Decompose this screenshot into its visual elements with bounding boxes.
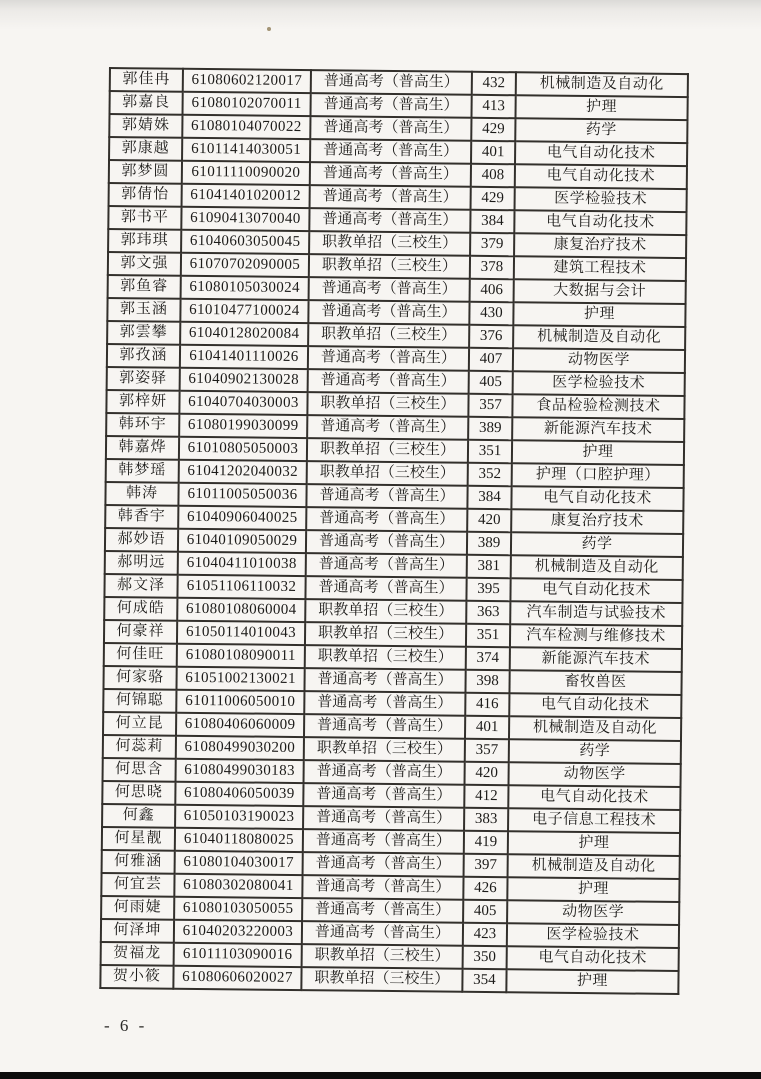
candidate-id-cell: 61040128020084	[180, 322, 308, 346]
student-name-cell: 贺小筱	[100, 965, 173, 989]
score-cell: 354	[462, 969, 506, 992]
exam-type-cell: 普通高考（普高生）	[303, 783, 464, 808]
admission-results-table	[99, 67, 689, 995]
exam-type-cell: 职教单招（三校生）	[309, 231, 470, 256]
candidate-id-cell: 61010477100024	[180, 299, 308, 323]
candidate-id-cell: 61080602120017	[183, 69, 311, 93]
student-name-cell: 韩嘉烨	[106, 436, 179, 460]
student-name-cell: 郝文泽	[104, 574, 177, 598]
student-name-cell: 何宜芸	[101, 873, 174, 897]
exam-type-cell: 普通高考（普高生）	[310, 93, 471, 118]
candidate-id-cell: 61040603050045	[181, 230, 309, 254]
student-name-cell: 郭康越	[109, 137, 182, 161]
admitted-major-cell: 汽车检测与维修技术	[510, 624, 682, 649]
candidate-id-cell: 61040109050029	[178, 529, 306, 553]
student-name-cell: 韩环宇	[106, 413, 179, 437]
student-name-cell: 何思晓	[102, 781, 175, 805]
exam-type-cell: 普通高考（普高生）	[308, 369, 469, 394]
score-cell: 430	[469, 302, 513, 325]
student-name-cell: 何雅涵	[102, 850, 175, 874]
admitted-major-cell: 大数据与会计	[514, 279, 686, 304]
student-name-cell: 郭文强	[108, 252, 181, 276]
student-name-cell: 韩梦瑶	[106, 459, 179, 483]
admitted-major-cell: 机械制造及自动化	[508, 854, 680, 879]
score-cell: 384	[467, 486, 511, 509]
candidate-id-cell: 61041401110026	[180, 345, 308, 369]
candidate-id-cell: 61040704030003	[179, 391, 307, 415]
student-name-cell: 何思含	[103, 758, 176, 782]
admitted-major-cell: 机械制造及自动化	[516, 72, 688, 97]
student-name-cell: 郭倩怡	[109, 183, 182, 207]
admitted-major-cell: 机械制造及自动化	[511, 555, 683, 580]
candidate-id-cell: 61041401020012	[182, 184, 310, 208]
admitted-major-cell: 动物医学	[507, 900, 679, 925]
exam-type-cell: 普通高考（普高生）	[309, 208, 470, 233]
candidate-id-cell: 61040902130028	[180, 368, 308, 392]
admitted-major-cell: 药学	[515, 118, 687, 143]
scan-bottom-edge	[0, 1072, 761, 1079]
admitted-major-cell: 护理（口腔护理）	[512, 463, 684, 488]
student-name-cell: 郝妙语	[105, 528, 178, 552]
score-cell: 408	[471, 164, 515, 187]
student-name-cell: 何豪祥	[104, 620, 177, 644]
candidate-id-cell: 61080406050039	[175, 782, 303, 806]
candidate-id-cell: 61011414030051	[182, 138, 310, 162]
exam-type-cell: 普通高考（普高生）	[309, 277, 470, 302]
exam-type-cell: 普通高考（普高生）	[303, 806, 464, 831]
exam-type-cell: 普通高考（普高生）	[304, 714, 465, 739]
student-name-cell: 郭梓妍	[106, 390, 179, 414]
candidate-id-cell: 61080103050055	[174, 897, 302, 921]
exam-type-cell: 普通高考（普高生）	[305, 576, 466, 601]
candidate-id-cell: 61011006050010	[176, 690, 304, 714]
admitted-major-cell: 新能源汽车技术	[510, 647, 682, 672]
candidate-id-cell: 61040203220003	[174, 920, 302, 944]
candidate-id-cell: 61080199030099	[179, 414, 307, 438]
admitted-major-cell: 动物医学	[509, 762, 681, 787]
admitted-major-cell: 新能源汽车技术	[512, 417, 684, 442]
exam-type-cell: 普通高考（普高生）	[306, 507, 467, 532]
candidate-id-cell: 61010805050003	[179, 437, 307, 461]
exam-type-cell: 普通高考（普高生）	[302, 921, 463, 946]
score-cell: 389	[467, 532, 511, 555]
score-cell: 398	[465, 670, 509, 693]
exam-type-cell: 普通高考（普高生）	[303, 852, 464, 877]
admitted-major-cell: 护理	[512, 440, 684, 465]
score-cell: 376	[469, 325, 513, 348]
exam-type-cell: 普通高考（普高生）	[310, 116, 471, 141]
admitted-major-cell: 药学	[509, 739, 681, 764]
candidate-id-cell: 61080406060009	[176, 713, 304, 737]
candidate-id-cell: 61011110090020	[182, 161, 310, 185]
exam-type-cell: 职教单招（三校生）	[309, 254, 470, 279]
candidate-id-cell: 61080104030017	[175, 851, 303, 875]
student-name-cell: 何家骆	[103, 666, 176, 690]
exam-type-cell: 职教单招（三校生）	[304, 737, 465, 762]
exam-type-cell: 普通高考（普高生）	[303, 829, 464, 854]
score-cell: 363	[466, 601, 510, 624]
student-name-cell: 郭姿驿	[107, 367, 180, 391]
exam-type-cell: 普通高考（普高生）	[302, 898, 463, 923]
admitted-major-cell: 护理	[508, 831, 680, 856]
candidate-id-cell: 61080104070022	[182, 115, 310, 139]
score-cell: 351	[468, 440, 512, 463]
student-name-cell: 郭嘉良	[110, 91, 183, 115]
admitted-major-cell: 动物医学	[513, 348, 685, 373]
score-cell: 397	[464, 854, 508, 877]
score-cell: 420	[467, 509, 511, 532]
score-cell: 381	[467, 555, 511, 578]
admitted-major-cell: 畜牧兽医	[509, 670, 681, 695]
exam-type-cell: 普通高考（普高生）	[304, 691, 465, 716]
candidate-id-cell: 61011005050036	[178, 483, 306, 507]
student-name-cell: 郝明远	[105, 551, 178, 575]
student-name-cell: 韩涛	[105, 482, 178, 506]
exam-type-cell: 普通高考（普高生）	[310, 139, 471, 164]
candidate-id-cell: 61040411010038	[178, 552, 306, 576]
admitted-major-cell: 护理	[515, 95, 687, 120]
exam-type-cell: 普通高考（普高生）	[306, 553, 467, 578]
candidate-id-cell: 61080499030183	[176, 759, 304, 783]
admitted-major-cell: 电气自动化技术	[515, 141, 687, 166]
score-cell: 383	[464, 808, 508, 831]
score-cell: 401	[471, 141, 515, 164]
admitted-major-cell: 电气自动化技术	[515, 164, 687, 189]
admitted-major-cell: 医学检验技术	[507, 923, 679, 948]
admitted-major-cell: 电气自动化技术	[509, 693, 681, 718]
admitted-major-cell: 汽车制造与试验技术	[510, 601, 682, 626]
student-name-cell: 郭玮琪	[108, 229, 181, 253]
score-cell: 405	[463, 900, 507, 923]
score-cell: 405	[469, 371, 513, 394]
candidate-id-cell: 61080606020027	[173, 966, 301, 990]
score-cell: 357	[468, 394, 512, 417]
admitted-major-cell: 电气自动化技术	[510, 578, 682, 603]
score-cell: 401	[465, 716, 509, 739]
student-name-cell: 郭玉涵	[107, 298, 180, 322]
admitted-major-cell: 电气自动化技术	[511, 486, 683, 511]
student-name-cell: 何锦聪	[103, 689, 176, 713]
exam-type-cell: 普通高考（普高生）	[308, 300, 469, 325]
score-cell: 419	[464, 831, 508, 854]
candidate-id-cell: 61051106110032	[177, 575, 305, 599]
score-cell: 379	[470, 233, 514, 256]
score-cell: 395	[466, 578, 510, 601]
exam-type-cell: 普通高考（普高生）	[310, 162, 471, 187]
admitted-major-cell: 食品检验检测技术	[512, 394, 684, 419]
student-name-cell: 何星靓	[102, 827, 175, 851]
exam-type-cell: 普通高考（普高生）	[304, 668, 465, 693]
candidate-id-cell: 61041202040032	[179, 460, 307, 484]
admitted-major-cell: 机械制造及自动化	[513, 325, 685, 350]
score-cell: 389	[468, 417, 512, 440]
admitted-major-cell: 康复治疗技术	[511, 509, 683, 534]
admitted-major-cell: 药学	[511, 532, 683, 557]
candidate-id-cell: 61080108060004	[177, 598, 305, 622]
score-cell: 357	[465, 739, 509, 762]
admitted-major-cell: 电子信息工程技术	[508, 808, 680, 833]
score-cell: 350	[463, 946, 507, 969]
exam-type-cell: 职教单招（三校生）	[307, 461, 468, 486]
score-cell: 416	[465, 693, 509, 716]
exam-type-cell: 普通高考（普高生）	[302, 875, 463, 900]
exam-type-cell: 职教单招（三校生）	[305, 599, 466, 624]
student-table-body	[100, 68, 688, 994]
admitted-major-cell: 医学检验技术	[513, 371, 685, 396]
exam-type-cell: 职教单招（三校生）	[307, 392, 468, 417]
admitted-major-cell: 电气自动化技术	[514, 210, 686, 235]
candidate-id-cell: 61070702090005	[181, 253, 309, 277]
candidate-id-cell: 61011103090016	[174, 943, 302, 967]
exam-type-cell: 普通高考（普高生）	[306, 530, 467, 555]
admitted-major-cell: 护理	[506, 969, 678, 994]
scan-speck	[267, 27, 271, 31]
student-name-cell: 何成皓	[104, 597, 177, 621]
exam-type-cell: 职教单招（三校生）	[307, 438, 468, 463]
score-cell: 352	[468, 463, 512, 486]
exam-type-cell: 职教单招（三校生）	[305, 622, 466, 647]
exam-type-cell: 普通高考（普高生）	[308, 346, 469, 371]
exam-type-cell: 职教单招（三校生）	[308, 323, 469, 348]
score-cell: 378	[470, 256, 514, 279]
admitted-major-cell: 医学检验技术	[515, 187, 687, 212]
score-cell: 407	[469, 348, 513, 371]
student-name-cell: 贺福龙	[101, 942, 174, 966]
candidate-id-cell: 61080302080041	[174, 874, 302, 898]
exam-type-cell: 职教单招（三校生）	[305, 645, 466, 670]
student-name-cell: 何泽坤	[101, 919, 174, 943]
score-cell: 413	[471, 95, 515, 118]
candidate-id-cell: 61080499030200	[176, 736, 304, 760]
student-name-cell: 何佳旺	[104, 643, 177, 667]
admitted-major-cell: 建筑工程技术	[514, 256, 686, 281]
admitted-major-cell: 康复治疗技术	[514, 233, 686, 258]
score-cell: 429	[471, 118, 515, 141]
student-name-cell: 何蕊莉	[103, 735, 176, 759]
table-row	[100, 965, 678, 994]
score-cell: 420	[465, 762, 509, 785]
exam-type-cell: 职教单招（三校生）	[302, 944, 463, 969]
candidate-id-cell: 61040118080025	[175, 828, 303, 852]
student-name-cell: 郭婧姝	[109, 114, 182, 138]
candidate-id-cell: 61051002130021	[176, 667, 304, 691]
score-cell: 429	[471, 187, 515, 210]
admitted-major-cell: 护理	[507, 877, 679, 902]
score-cell: 406	[470, 279, 514, 302]
score-cell: 432	[472, 72, 516, 95]
student-name-cell: 郭孜涵	[107, 344, 180, 368]
candidate-id-cell: 61080105030024	[181, 276, 309, 300]
score-cell: 412	[464, 785, 508, 808]
student-name-cell: 郭书平	[108, 206, 181, 230]
student-name-cell: 何立昆	[103, 712, 176, 736]
student-name-cell: 郭梦圆	[109, 160, 182, 184]
exam-type-cell: 职教单招（三校生）	[301, 967, 462, 992]
exam-type-cell: 普通高考（普高生）	[307, 415, 468, 440]
candidate-id-cell: 61080102070011	[183, 92, 311, 116]
candidate-id-cell: 61080108090011	[177, 644, 305, 668]
page-number: - 6 -	[104, 1016, 148, 1035]
candidate-id-cell: 61050103190023	[175, 805, 303, 829]
score-cell: 351	[466, 624, 510, 647]
admitted-major-cell: 机械制造及自动化	[509, 716, 681, 741]
student-name-cell: 郭鱼睿	[108, 275, 181, 299]
candidate-id-cell: 61090413070040	[181, 207, 309, 231]
candidate-id-cell: 61040906040025	[178, 506, 306, 530]
exam-type-cell: 普通高考（普高生）	[310, 185, 471, 210]
student-name-cell: 何鑫	[102, 804, 175, 828]
exam-type-cell: 普通高考（普高生）	[311, 70, 472, 95]
student-table	[99, 67, 689, 995]
student-name-cell: 郭雲攀	[107, 321, 180, 345]
score-cell: 374	[466, 647, 510, 670]
exam-type-cell: 普通高考（普高生）	[306, 484, 467, 509]
candidate-id-cell: 61050114010043	[177, 621, 305, 645]
score-cell: 426	[463, 877, 507, 900]
admitted-major-cell: 电气自动化技术	[508, 785, 680, 810]
student-name-cell: 韩香宇	[105, 505, 178, 529]
exam-type-cell: 普通高考（普高生）	[304, 760, 465, 785]
score-cell: 384	[470, 210, 514, 233]
score-cell: 423	[463, 923, 507, 946]
student-name-cell: 郭佳冉	[110, 68, 183, 92]
admitted-major-cell: 电气自动化技术	[507, 946, 679, 971]
admitted-major-cell: 护理	[513, 302, 685, 327]
student-name-cell: 何雨婕	[101, 896, 174, 920]
